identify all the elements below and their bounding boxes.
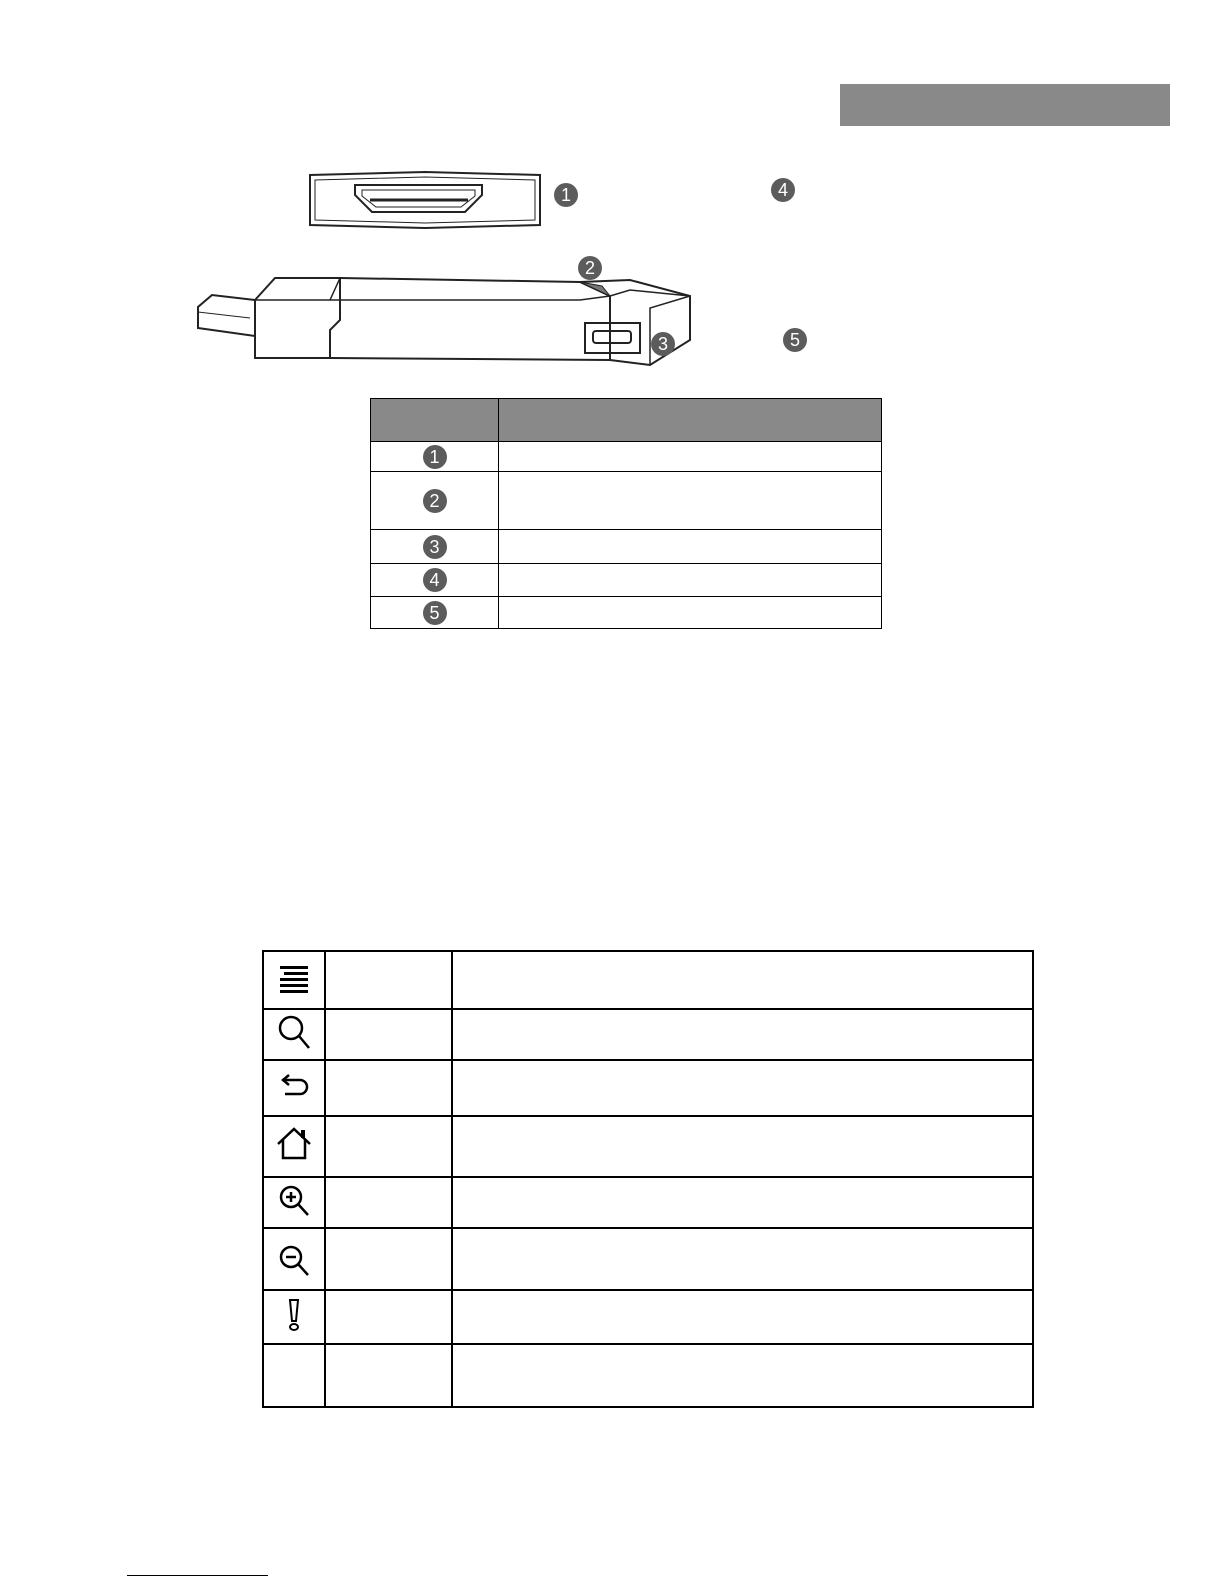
key-name (325, 951, 452, 1009)
remote-keys-table (262, 950, 1034, 1408)
callout-3: 3 (651, 332, 675, 356)
callout-4: 4 (771, 178, 795, 202)
legend-description (499, 442, 882, 472)
key-row (263, 1228, 1033, 1290)
legend-header-number (371, 399, 499, 442)
key-row (263, 1177, 1033, 1228)
legend-description (499, 530, 882, 564)
search-icon (274, 1012, 314, 1052)
legend-description (499, 564, 882, 597)
key-description (452, 1177, 1033, 1228)
callout-1: 1 (554, 183, 578, 207)
legend-number: 4 (423, 568, 447, 592)
legend-number: 2 (423, 489, 447, 513)
key-description (452, 1290, 1033, 1344)
key-row (263, 1290, 1033, 1344)
section-header-bar (840, 84, 1170, 126)
home-icon (274, 1124, 314, 1164)
zoom-in-icon (274, 1180, 314, 1220)
parts-legend-table (370, 398, 882, 629)
back-icon (274, 1066, 314, 1106)
hdmi-connector-end-view (310, 172, 540, 228)
legend-number: 3 (423, 535, 447, 559)
legend-row (371, 530, 882, 564)
legend-row (371, 597, 882, 629)
legend-number: 1 (423, 445, 447, 469)
key-description (452, 1116, 1033, 1177)
key-description (452, 1060, 1033, 1116)
legend-row (371, 472, 882, 530)
legend-description (499, 472, 882, 530)
legend-header-row (371, 399, 882, 442)
zoom-out-icon (274, 1237, 314, 1277)
key-name (325, 1228, 452, 1290)
key-name (325, 1290, 452, 1344)
key-row (263, 1116, 1033, 1177)
menu-icon (274, 958, 314, 998)
key-description (452, 1344, 1033, 1407)
key-row (263, 951, 1033, 1009)
key-name (325, 1009, 452, 1060)
legend-header-description (499, 399, 882, 442)
key-row (263, 1344, 1033, 1407)
legend-row (371, 564, 882, 597)
key-name (325, 1177, 452, 1228)
key-row (263, 1009, 1033, 1060)
legend-number: 5 (423, 601, 447, 625)
callout-2: 2 (578, 256, 602, 280)
exclamation-icon (274, 1295, 314, 1335)
legend-description (499, 597, 882, 629)
hdmi-stick-side-view (198, 278, 690, 365)
key-description (452, 1009, 1033, 1060)
key-row (263, 1060, 1033, 1116)
key-name (325, 1116, 452, 1177)
key-icon-cell (263, 1344, 325, 1407)
callout-5: 5 (783, 328, 807, 352)
key-description (452, 1228, 1033, 1290)
key-description (452, 951, 1033, 1009)
key-name (325, 1344, 452, 1407)
footnote-divider (127, 1575, 268, 1576)
legend-row (371, 442, 882, 472)
key-name (325, 1060, 452, 1116)
hdmi-dongle-illustration (190, 160, 710, 375)
